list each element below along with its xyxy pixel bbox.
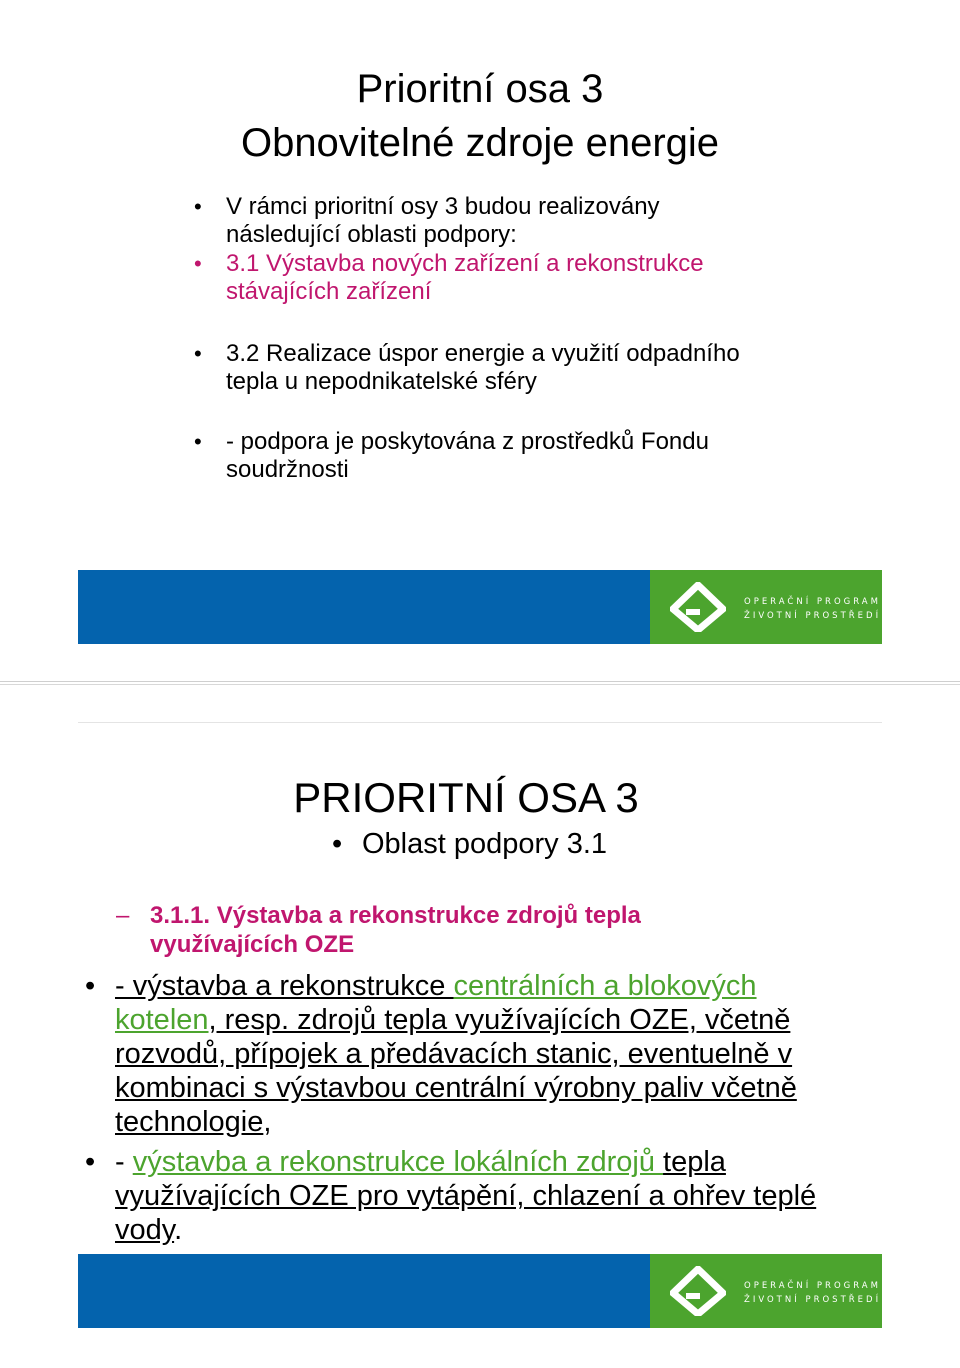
measure-line-1: 3.1.1. Výstavba a rekonstrukce zdrojů tepla [150, 902, 641, 929]
paragraph-local-sources [85, 1145, 895, 1247]
slide-2-title: PRIORITNÍ OSA 3 [293, 774, 639, 821]
dash-marker: – [116, 902, 130, 929]
p1-seg2: centrálních a blokových [453, 970, 757, 1002]
p2-seg3: tepla [663, 1146, 726, 1178]
bullet-dot: • [85, 970, 96, 1002]
slide-1-title-line-2: Obnovitelné zdroje energie [240, 121, 720, 165]
measure-3-1-1 [116, 901, 870, 959]
footer-banner [78, 1254, 882, 1328]
p1-seg7: technologie [115, 1106, 264, 1138]
p2-seg5: vody [115, 1214, 175, 1246]
slide-1-title-line-1: Prioritní osa 3 [356, 67, 604, 111]
paragraph-central-boilers [85, 969, 895, 1139]
p1-seg4: , resp. zdrojů tepla využívajících OZE, včetně [208, 1004, 791, 1036]
bullet-dot: • [194, 251, 202, 276]
p2-seg4: využívajících OZE pro vytápění, chlazení a ohřev teplé [115, 1180, 817, 1212]
p1-seg5: rozvodů, přípojek a předávacích stanic, eventuelně v [115, 1038, 793, 1070]
bullet-3-2-line-1: 3.2 Realizace úspor energie a využití odpadního [226, 340, 740, 367]
banner-text-line-1: OPERAČNÍ PROGRAM [744, 597, 881, 607]
footer-banner [78, 570, 882, 644]
banner-logo-panel [650, 1254, 882, 1328]
opzp-logo-icon [670, 582, 726, 632]
bullet-3-2-line-2: tepla u nepodnikatelské sféry [226, 368, 537, 395]
slide-2 [0, 684, 960, 1368]
bullet-fund [194, 428, 846, 484]
bullet-dot: • [332, 828, 343, 860]
measure-line-2: využívajících OZE [150, 931, 355, 958]
p1-seg3: kotelen [115, 1004, 209, 1036]
area-label: Oblast podpory 3.1 [362, 828, 608, 860]
bullet-dot: • [194, 194, 202, 219]
bullet-dot: • [194, 429, 202, 454]
p1-seg8: , [263, 1106, 272, 1138]
bullet-3-1 [194, 250, 846, 306]
sub-bullet-area [332, 827, 608, 861]
p1-seg1: - výstavba a rekonstrukce [115, 970, 454, 1002]
bullet-fund-line-2: soudržnosti [226, 456, 349, 483]
banner-text-line-2: ŽIVOTNÍ PROSTŘEDÍ [744, 1295, 882, 1305]
bullet-3-1-line-2: stávajících zařízení [226, 278, 432, 305]
banner-text-line-1: OPERAČNÍ PROGRAM [744, 1281, 881, 1291]
p2-seg1: - [115, 1146, 133, 1178]
banner-text-line-2: ŽIVOTNÍ PROSTŘEDÍ [744, 611, 882, 621]
p2-seg6: . [174, 1214, 183, 1246]
bullet-3-2 [194, 340, 846, 396]
bullet-dot: • [85, 1146, 96, 1178]
bullet-fund-line-1: - podpora je poskytována z prostředků Fondu [226, 428, 709, 455]
banner-logo-panel [650, 570, 882, 644]
opzp-logo-icon [670, 1266, 726, 1316]
p1-seg6: kombinaci s výstavbou centrální výrobny paliv včetně [115, 1072, 797, 1104]
bullet-intro-line-2: následující oblasti podpory: [226, 221, 517, 248]
bullet-3-1-line-1: 3.1 Výstavba nových zařízení a rekonstrukce [226, 250, 704, 277]
header-divider [78, 722, 882, 723]
bullet-intro [194, 193, 846, 249]
p2-seg2: výstavba a rekonstrukce lokálních zdrojů [132, 1146, 664, 1178]
slide-1 [0, 0, 960, 682]
bullet-dot: • [194, 341, 202, 366]
bullet-intro-line-1: V rámci prioritní osy 3 budou realizovány [226, 193, 660, 220]
